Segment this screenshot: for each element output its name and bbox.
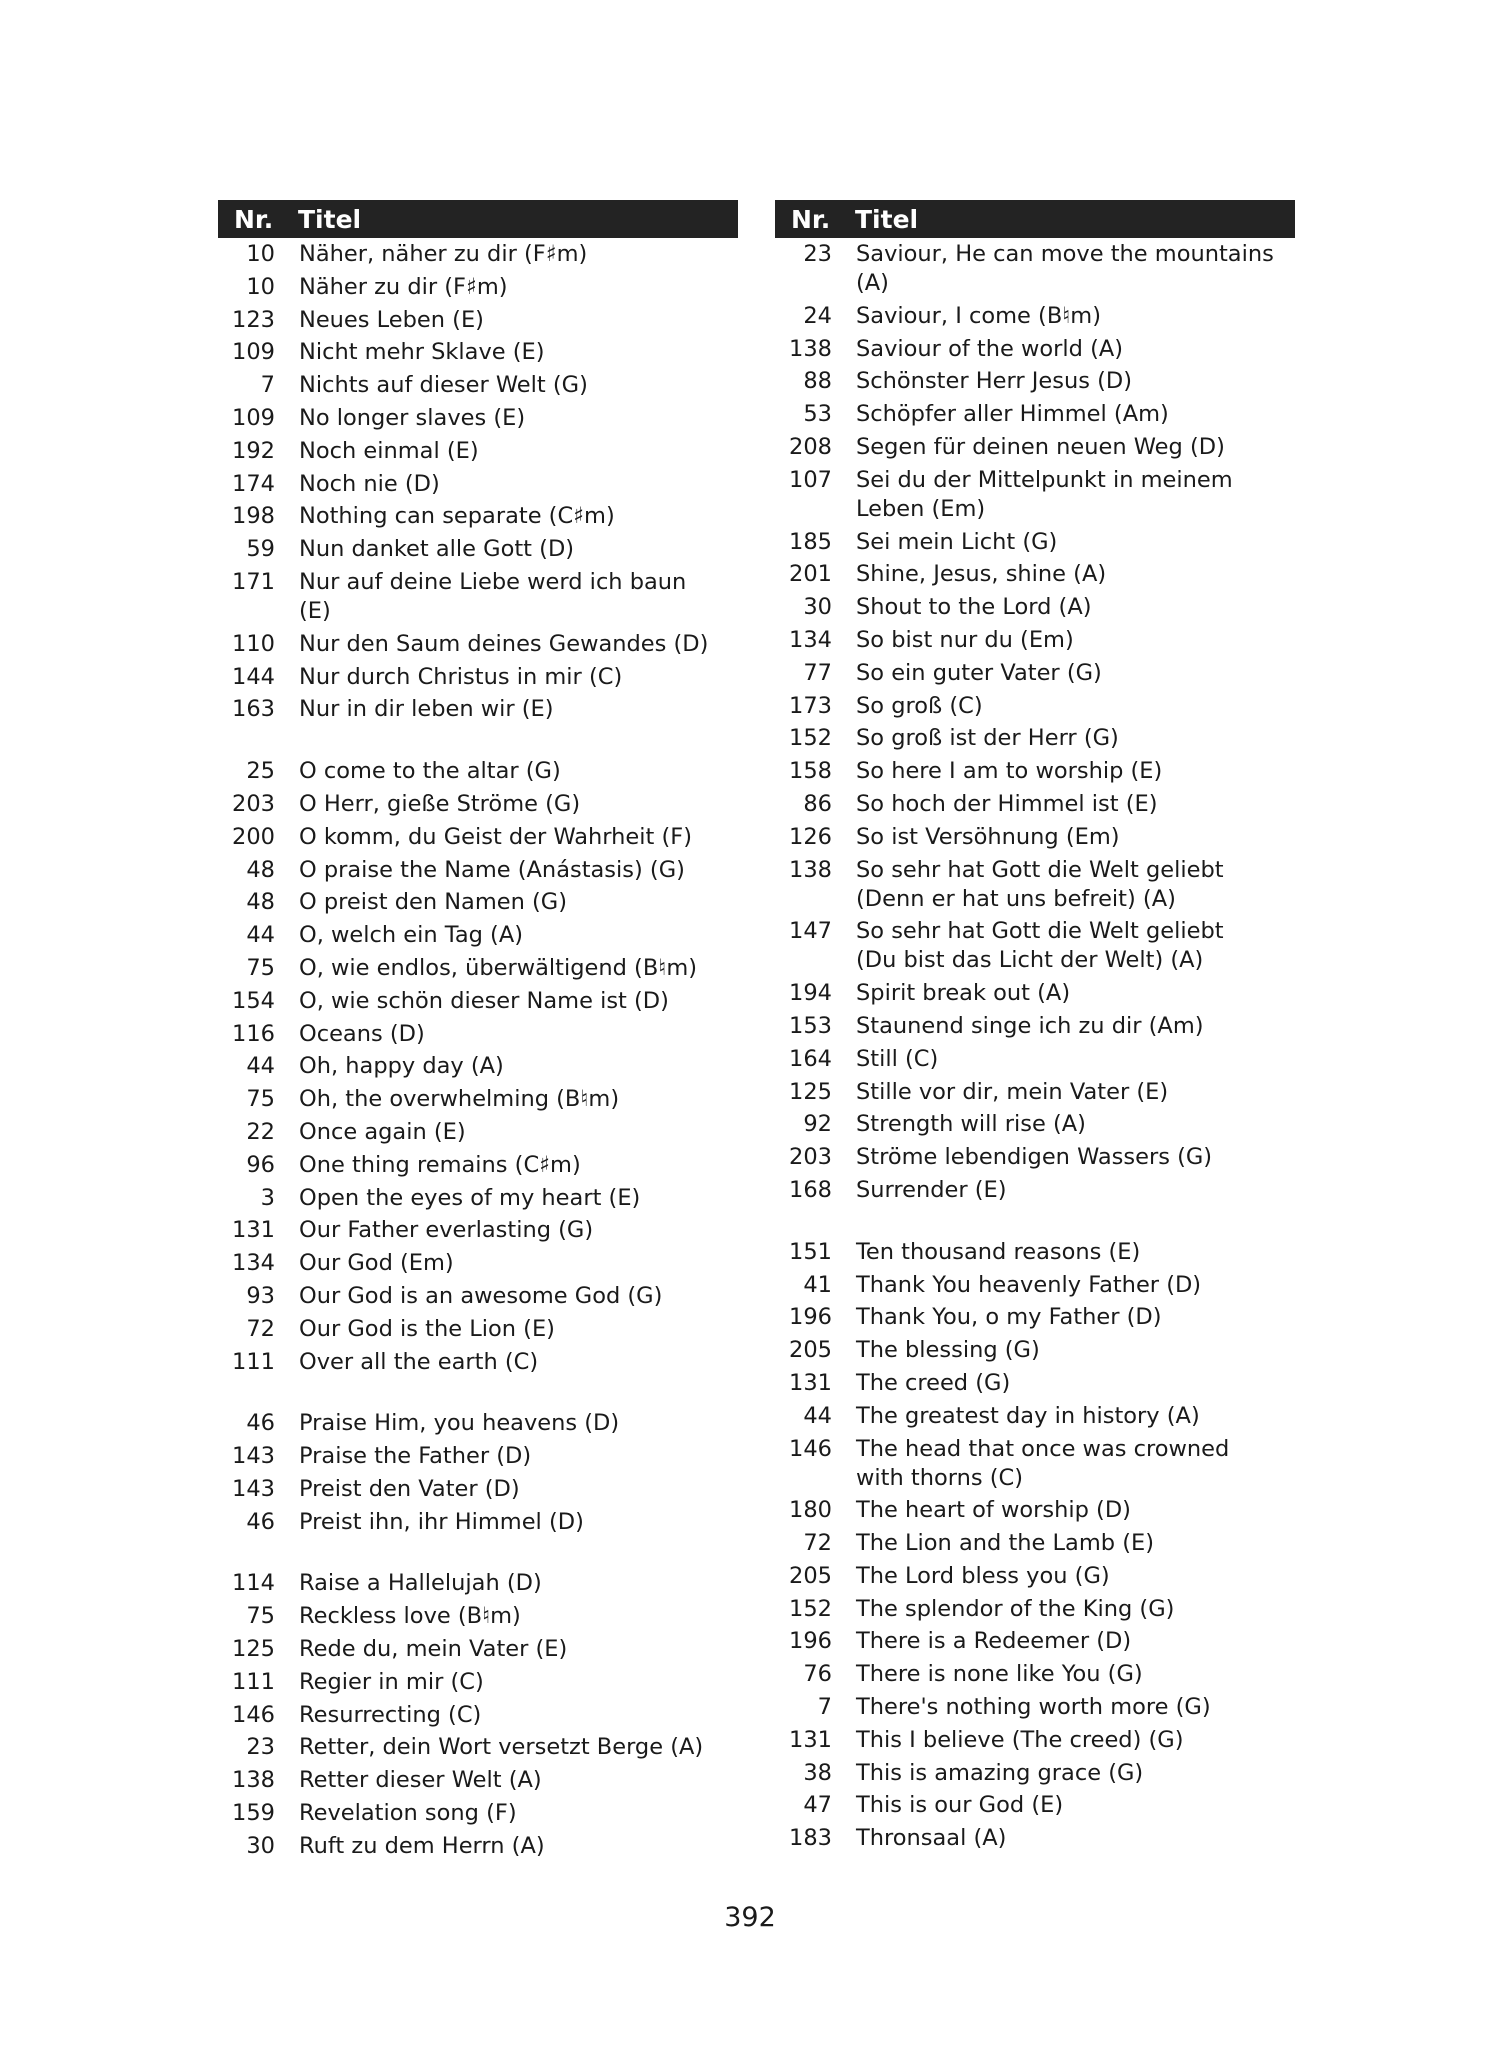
right-index-column bbox=[775, 200, 1295, 1857]
song-entry bbox=[218, 535, 738, 564]
song-title: Our God is an awesome God (G) bbox=[299, 1282, 663, 1309]
song-entry bbox=[775, 1693, 1295, 1722]
song-title: Saviour, He can move the mountains (A) bbox=[856, 241, 1274, 296]
song-entry bbox=[218, 1442, 738, 1471]
song-entry bbox=[775, 302, 1295, 331]
song-number: 116 bbox=[232, 1020, 275, 1047]
song-entry bbox=[775, 1176, 1295, 1205]
song-entry bbox=[218, 1151, 738, 1180]
song-number: 151 bbox=[789, 1238, 832, 1265]
song-title: Nichts auf dieser Welt (G) bbox=[299, 372, 588, 399]
song-title: Rede du, mein Vater (E) bbox=[299, 1636, 568, 1663]
song-number: 75 bbox=[246, 1603, 275, 1630]
titel-header: Titel bbox=[855, 204, 919, 234]
song-title: O Herr, gieße Ströme (G) bbox=[299, 790, 581, 817]
song-number: 143 bbox=[232, 1475, 275, 1502]
song-number: 111 bbox=[232, 1348, 275, 1375]
song-number: 72 bbox=[803, 1530, 832, 1557]
song-entry bbox=[775, 1110, 1295, 1139]
song-title: Nun danket alle Gott (D) bbox=[299, 536, 575, 563]
song-number: 53 bbox=[803, 401, 832, 428]
page-number: 392 bbox=[724, 1902, 776, 1933]
song-entry bbox=[218, 1118, 738, 1147]
song-entry bbox=[775, 626, 1295, 655]
song-number: 196 bbox=[789, 1304, 832, 1331]
song-entry bbox=[218, 790, 738, 819]
song-entry bbox=[218, 1733, 738, 1762]
song-number: 24 bbox=[803, 302, 832, 329]
song-entry bbox=[775, 692, 1295, 721]
song-entry bbox=[218, 1668, 738, 1697]
song-title: So bist nur du (Em) bbox=[856, 626, 1074, 653]
song-entry bbox=[775, 1791, 1295, 1820]
song-title: So hoch der Himmel ist (E) bbox=[856, 790, 1158, 817]
song-entry bbox=[218, 1020, 738, 1049]
song-number: 44 bbox=[803, 1402, 832, 1429]
song-number: 41 bbox=[803, 1271, 832, 1298]
song-number: 146 bbox=[232, 1701, 275, 1728]
song-entry bbox=[218, 954, 738, 983]
song-number: 153 bbox=[789, 1012, 832, 1039]
song-title: There is none like You (G) bbox=[856, 1661, 1143, 1688]
song-number: 134 bbox=[232, 1250, 275, 1277]
song-title: Oceans (D) bbox=[299, 1020, 425, 1047]
song-number: 123 bbox=[232, 306, 275, 333]
song-title: This I believe (The creed) (G) bbox=[856, 1726, 1184, 1753]
song-title: Thank You heavenly Father (D) bbox=[856, 1271, 1202, 1298]
nr-header: Nr. bbox=[791, 204, 831, 234]
song-number: 173 bbox=[789, 692, 832, 719]
song-number: 198 bbox=[232, 503, 275, 530]
song-entry bbox=[218, 856, 738, 885]
song-entry bbox=[218, 1569, 738, 1598]
song-title: The Lord bless you (G) bbox=[856, 1562, 1110, 1589]
song-entry bbox=[775, 1303, 1295, 1332]
song-entry bbox=[218, 1475, 738, 1504]
song-number: 111 bbox=[232, 1668, 275, 1695]
left-index-column bbox=[218, 200, 738, 1865]
song-entry bbox=[775, 1402, 1295, 1431]
song-number: 92 bbox=[803, 1111, 832, 1138]
song-number: 23 bbox=[246, 1734, 275, 1761]
song-entry bbox=[775, 1759, 1295, 1788]
song-title: Our God is the Lion (E) bbox=[299, 1315, 555, 1342]
song-entry bbox=[775, 1369, 1295, 1398]
song-title: O komm, du Geist der Wahrheit (F) bbox=[299, 823, 692, 850]
song-number: 72 bbox=[246, 1315, 275, 1342]
song-number: 23 bbox=[803, 241, 832, 267]
song-number: 203 bbox=[789, 1144, 832, 1171]
song-entry bbox=[218, 1249, 738, 1278]
song-number: 146 bbox=[789, 1435, 832, 1462]
song-entry bbox=[218, 757, 738, 786]
song-entry bbox=[775, 1012, 1295, 1041]
song-number: 152 bbox=[789, 725, 832, 752]
song-title: So ein guter Vater (G) bbox=[856, 659, 1102, 686]
song-title: Noch nie (D) bbox=[299, 470, 440, 497]
song-number: 131 bbox=[232, 1217, 275, 1244]
song-number: 93 bbox=[246, 1282, 275, 1309]
song-title: Strength will rise (A) bbox=[856, 1111, 1086, 1138]
song-title: Nur durch Christus in mir (C) bbox=[299, 663, 623, 690]
song-entry bbox=[218, 987, 738, 1016]
song-title: Over all the earth (C) bbox=[299, 1348, 539, 1375]
song-title: Our Father everlasting (G) bbox=[299, 1217, 594, 1244]
song-title: Staunend singe ich zu dir (Am) bbox=[856, 1012, 1204, 1039]
song-title: Oh, happy day (A) bbox=[299, 1053, 504, 1080]
song-title: One thing remains (C♯m) bbox=[299, 1151, 581, 1178]
song-number: 110 bbox=[232, 630, 275, 657]
song-title: Surrender (E) bbox=[856, 1176, 1007, 1203]
song-title: O, welch ein Tag (A) bbox=[299, 922, 523, 949]
song-title: The head that once was crowned with thorns (C) bbox=[856, 1435, 1230, 1491]
song-title: Still (C) bbox=[856, 1045, 939, 1072]
song-title: Once again (E) bbox=[299, 1118, 466, 1145]
song-title: The creed (G) bbox=[856, 1369, 1011, 1396]
song-number: 38 bbox=[803, 1759, 832, 1786]
song-entry bbox=[775, 1271, 1295, 1300]
song-entry bbox=[218, 630, 738, 659]
song-title: Segen für deinen neuen Weg (D) bbox=[856, 433, 1225, 460]
left-column-header bbox=[218, 200, 738, 238]
song-entry bbox=[218, 1216, 738, 1245]
song-entry bbox=[775, 1627, 1295, 1656]
song-entry bbox=[775, 1595, 1295, 1624]
song-title: O, wie endlos, überwältigend (B♮m) bbox=[299, 954, 698, 981]
song-entry bbox=[775, 1078, 1295, 1107]
song-number: 47 bbox=[803, 1792, 832, 1819]
song-number: 10 bbox=[246, 273, 275, 300]
song-entry bbox=[775, 917, 1295, 975]
song-entry bbox=[775, 1529, 1295, 1558]
song-title: Nur in dir leben wir (E) bbox=[299, 696, 554, 723]
song-entry bbox=[218, 1184, 738, 1213]
song-entry bbox=[218, 404, 738, 433]
titel-header: Titel bbox=[298, 204, 362, 234]
song-number: 75 bbox=[246, 1086, 275, 1113]
song-entry bbox=[218, 1832, 738, 1861]
song-number: 138 bbox=[789, 856, 832, 883]
song-number: 205 bbox=[789, 1337, 832, 1364]
song-title: Raise a Hallelujah (D) bbox=[299, 1570, 542, 1597]
song-entry bbox=[218, 1348, 738, 1377]
song-number: 194 bbox=[789, 980, 832, 1007]
song-entry bbox=[775, 1660, 1295, 1689]
song-number: 126 bbox=[789, 823, 832, 850]
song-number: 59 bbox=[246, 536, 275, 563]
song-number: 147 bbox=[789, 918, 832, 945]
song-number: 158 bbox=[789, 758, 832, 785]
song-title: O, wie schön dieser Name ist (D) bbox=[299, 987, 669, 1014]
song-title: Ten thousand reasons (E) bbox=[856, 1238, 1141, 1265]
song-title: So here I am to worship (E) bbox=[856, 758, 1163, 785]
song-entry bbox=[218, 695, 738, 724]
song-entry bbox=[218, 1052, 738, 1081]
song-number: 164 bbox=[789, 1045, 832, 1072]
song-title: O preist den Namen (G) bbox=[299, 889, 568, 916]
song-entry bbox=[775, 335, 1295, 364]
song-title: Saviour, I come (B♮m) bbox=[856, 302, 1102, 329]
song-title: The splendor of the King (G) bbox=[856, 1595, 1175, 1622]
song-entry bbox=[775, 979, 1295, 1008]
song-number: 200 bbox=[232, 823, 275, 850]
song-number: 25 bbox=[246, 758, 275, 785]
song-title: Preist ihn, ihr Himmel (D) bbox=[299, 1508, 584, 1535]
song-entry bbox=[218, 1602, 738, 1631]
song-title: Shout to the Lord (A) bbox=[856, 594, 1092, 621]
song-title: Praise Him, you heavens (D) bbox=[299, 1410, 620, 1437]
song-title: So groß (C) bbox=[856, 692, 983, 719]
song-entry bbox=[218, 1799, 738, 1828]
right-column-header bbox=[775, 200, 1295, 238]
song-entry bbox=[775, 367, 1295, 396]
song-number: 159 bbox=[232, 1800, 275, 1827]
song-title: There is a Redeemer (D) bbox=[856, 1628, 1132, 1655]
song-number: 30 bbox=[246, 1832, 275, 1859]
song-title: Our God (Em) bbox=[299, 1250, 454, 1277]
song-title: Oh, the overwhelming (B♮m) bbox=[299, 1086, 620, 1113]
song-title: Open the eyes of my heart (E) bbox=[299, 1184, 641, 1211]
song-number: 205 bbox=[789, 1562, 832, 1589]
song-number: 180 bbox=[789, 1497, 832, 1524]
song-title: Noch einmal (E) bbox=[299, 437, 479, 464]
song-entry bbox=[775, 528, 1295, 557]
song-title: So sehr hat Gott die Welt geliebt (Du bist das Licht der Welt) (A) bbox=[856, 918, 1224, 974]
song-entry bbox=[218, 1766, 738, 1795]
song-title: Retter, dein Wort versetzt Berge (A) bbox=[299, 1734, 704, 1761]
song-entry bbox=[218, 1282, 738, 1311]
song-number: 44 bbox=[246, 922, 275, 949]
song-number: 174 bbox=[232, 470, 275, 497]
song-title: Sei mein Licht (G) bbox=[856, 528, 1058, 555]
right-song-list bbox=[775, 238, 1295, 1853]
song-entry bbox=[775, 1824, 1295, 1853]
song-entry bbox=[218, 1701, 738, 1730]
song-number: 10 bbox=[246, 241, 275, 267]
song-title: Ruft zu dem Herrn (A) bbox=[299, 1832, 545, 1859]
song-title: Ströme lebendigen Wassers (G) bbox=[856, 1144, 1213, 1171]
song-title: The heart of worship (D) bbox=[856, 1497, 1131, 1524]
song-entry bbox=[775, 1726, 1295, 1755]
song-number: 30 bbox=[803, 594, 832, 621]
song-number: 3 bbox=[260, 1184, 275, 1211]
song-number: 201 bbox=[789, 561, 832, 588]
song-title: Schöpfer aller Himmel (Am) bbox=[856, 401, 1169, 428]
song-entry bbox=[218, 338, 738, 367]
song-entry bbox=[775, 400, 1295, 429]
song-entry bbox=[218, 1315, 738, 1344]
song-title: No longer slaves (E) bbox=[299, 404, 526, 431]
song-entry bbox=[775, 1238, 1295, 1267]
song-title: Saviour of the world (A) bbox=[856, 335, 1124, 362]
song-title: This is our God (E) bbox=[856, 1792, 1064, 1819]
song-number: 48 bbox=[246, 889, 275, 916]
song-entry bbox=[775, 659, 1295, 688]
song-title: So ist Versöhnung (Em) bbox=[856, 823, 1120, 850]
song-entry bbox=[775, 1496, 1295, 1525]
nr-header: Nr. bbox=[234, 204, 274, 234]
song-number: 109 bbox=[232, 404, 275, 431]
song-number: 107 bbox=[789, 466, 832, 493]
song-entry bbox=[218, 1508, 738, 1537]
song-title: Näher, näher zu dir (F♯m) bbox=[299, 241, 588, 267]
song-number: 7 bbox=[260, 372, 275, 399]
song-number: 144 bbox=[232, 663, 275, 690]
song-title: Nicht mehr Sklave (E) bbox=[299, 339, 545, 366]
song-title: The Lion and the Lamb (E) bbox=[856, 1530, 1154, 1557]
song-title: Spirit break out (A) bbox=[856, 980, 1071, 1007]
song-entry bbox=[218, 306, 738, 335]
song-entry bbox=[775, 1336, 1295, 1365]
song-title: Praise the Father (D) bbox=[299, 1443, 532, 1470]
song-title: Sei du der Mittelpunkt in meinem Leben (Em) bbox=[856, 466, 1233, 522]
song-entry bbox=[218, 470, 738, 499]
song-number: 22 bbox=[246, 1118, 275, 1145]
song-number: 125 bbox=[789, 1078, 832, 1105]
song-entry bbox=[775, 593, 1295, 622]
song-title: This is amazing grace (G) bbox=[856, 1759, 1144, 1786]
song-number: 125 bbox=[232, 1636, 275, 1663]
song-entry bbox=[775, 1143, 1295, 1172]
song-title: Nur auf deine Liebe werd ich baun (E) bbox=[299, 568, 687, 624]
song-title: Preist den Vater (D) bbox=[299, 1475, 520, 1502]
song-title: Stille vor dir, mein Vater (E) bbox=[856, 1078, 1169, 1105]
song-number: 88 bbox=[803, 368, 832, 395]
song-title: Thronsaal (A) bbox=[856, 1825, 1007, 1852]
song-entry bbox=[218, 823, 738, 852]
song-number: 208 bbox=[789, 433, 832, 460]
song-number: 168 bbox=[789, 1176, 832, 1203]
song-number: 76 bbox=[803, 1661, 832, 1688]
song-title: Nothing can separate (C♯m) bbox=[299, 503, 615, 530]
song-number: 131 bbox=[789, 1369, 832, 1396]
song-title: O come to the altar (G) bbox=[299, 758, 561, 785]
song-number: 77 bbox=[803, 659, 832, 686]
song-title: The greatest day in history (A) bbox=[856, 1402, 1200, 1429]
song-entry bbox=[218, 1409, 738, 1438]
song-entry bbox=[775, 1562, 1295, 1591]
song-title: Retter dieser Welt (A) bbox=[299, 1767, 542, 1794]
song-number: 196 bbox=[789, 1628, 832, 1655]
song-number: 185 bbox=[789, 528, 832, 555]
song-title: Resurrecting (C) bbox=[299, 1701, 482, 1728]
song-title: Revelation song (F) bbox=[299, 1800, 517, 1827]
song-entry bbox=[218, 888, 738, 917]
song-number: 44 bbox=[246, 1053, 275, 1080]
song-title: So sehr hat Gott die Welt geliebt (Denn er hat uns befreit) (A) bbox=[856, 856, 1224, 912]
song-number: 192 bbox=[232, 437, 275, 464]
song-entry bbox=[775, 1435, 1295, 1493]
song-number: 75 bbox=[246, 954, 275, 981]
song-title: Schönster Herr Jesus (D) bbox=[856, 368, 1132, 395]
song-number: 86 bbox=[803, 790, 832, 817]
song-entry bbox=[218, 568, 738, 626]
song-number: 131 bbox=[789, 1726, 832, 1753]
song-entry bbox=[218, 921, 738, 950]
song-entry bbox=[775, 823, 1295, 852]
song-number: 134 bbox=[789, 626, 832, 653]
song-entry bbox=[218, 273, 738, 302]
song-entry bbox=[775, 856, 1295, 914]
song-title: Regier in mir (C) bbox=[299, 1668, 484, 1695]
song-entry bbox=[218, 371, 738, 400]
song-title: The blessing (G) bbox=[856, 1337, 1040, 1364]
song-title: So groß ist der Herr (G) bbox=[856, 725, 1119, 752]
song-entry bbox=[775, 466, 1295, 524]
song-title: Neues Leben (E) bbox=[299, 306, 484, 333]
song-number: 183 bbox=[789, 1825, 832, 1852]
song-title: Thank You, o my Father (D) bbox=[856, 1304, 1162, 1331]
song-title: Näher zu dir (F♯m) bbox=[299, 273, 508, 300]
song-number: 109 bbox=[232, 339, 275, 366]
song-entry bbox=[775, 1045, 1295, 1074]
song-entry bbox=[218, 1635, 738, 1664]
song-number: 143 bbox=[232, 1443, 275, 1470]
song-number: 138 bbox=[232, 1767, 275, 1794]
song-number: 171 bbox=[232, 568, 275, 595]
song-number: 152 bbox=[789, 1595, 832, 1622]
song-number: 96 bbox=[246, 1151, 275, 1178]
song-entry bbox=[775, 240, 1295, 298]
song-number: 48 bbox=[246, 856, 275, 883]
song-entry bbox=[775, 433, 1295, 462]
song-entry bbox=[775, 560, 1295, 589]
song-number: 7 bbox=[817, 1694, 832, 1721]
song-number: 46 bbox=[246, 1410, 275, 1437]
left-song-list bbox=[218, 238, 738, 1861]
song-number: 154 bbox=[232, 987, 275, 1014]
song-number: 114 bbox=[232, 1570, 275, 1597]
song-title: Reckless love (B♮m) bbox=[299, 1603, 521, 1630]
song-entry bbox=[218, 663, 738, 692]
song-entry bbox=[218, 437, 738, 466]
song-number: 163 bbox=[232, 696, 275, 723]
song-number: 138 bbox=[789, 335, 832, 362]
song-entry bbox=[218, 502, 738, 531]
song-entry bbox=[218, 240, 738, 269]
song-entry bbox=[775, 724, 1295, 753]
song-number: 46 bbox=[246, 1508, 275, 1535]
song-entry bbox=[775, 757, 1295, 786]
song-title: Shine, Jesus, shine (A) bbox=[856, 561, 1107, 588]
song-title: Nur den Saum deines Gewandes (D) bbox=[299, 630, 709, 657]
song-title: O praise the Name (Anástasis) (G) bbox=[299, 856, 685, 883]
song-number: 203 bbox=[232, 790, 275, 817]
song-title: There's nothing worth more (G) bbox=[856, 1694, 1211, 1721]
song-entry bbox=[775, 790, 1295, 819]
song-entry bbox=[218, 1085, 738, 1114]
